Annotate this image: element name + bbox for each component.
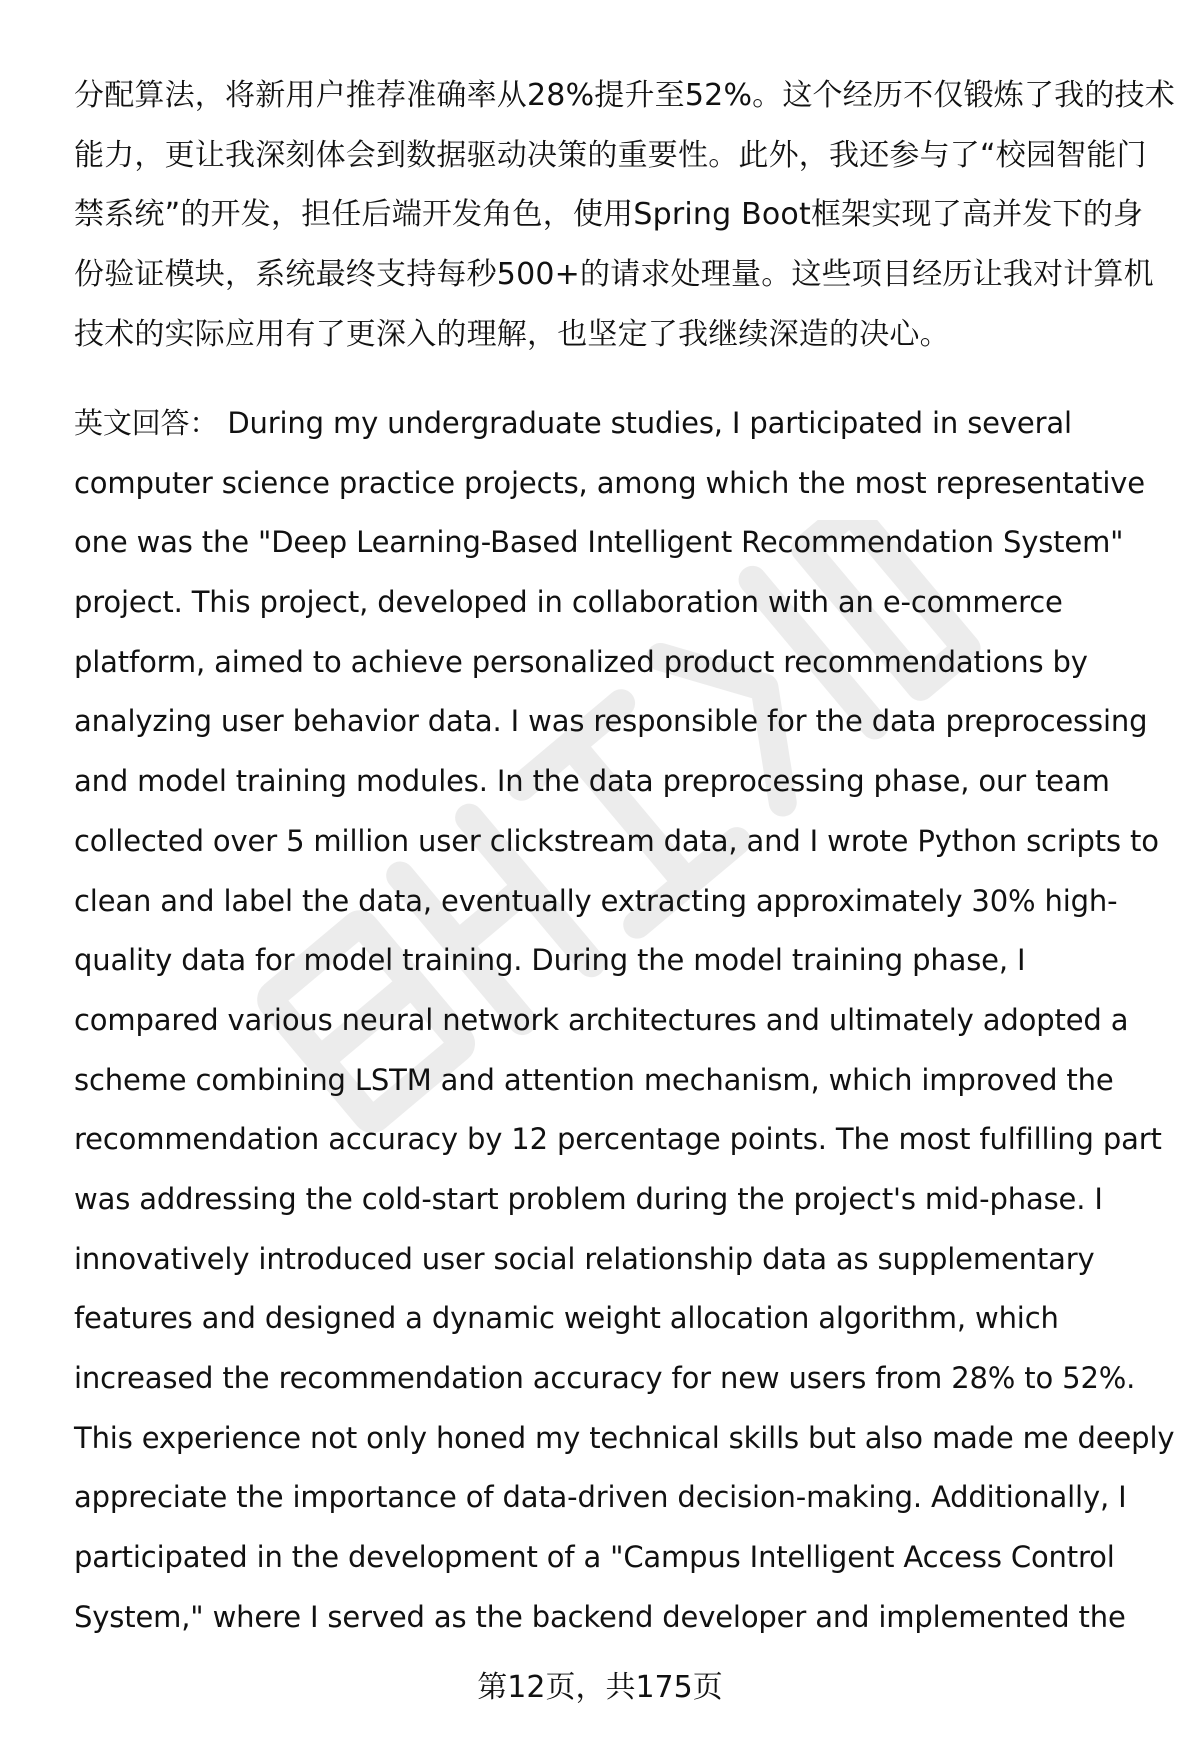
english-answer-label: 英文回答： [74, 406, 219, 440]
chinese-answer-paragraph [74, 66, 1175, 364]
en-text-line: participated in the development of a "Campus Intelligent Access Control [74, 1540, 1115, 1575]
en-text-line: innovatively introduced user social relationship data as supplementary [74, 1241, 1095, 1276]
en-text-line: features and designed a dynamic weight allocation algorithm, which [74, 1301, 1059, 1336]
en-text-line: and model training modules. In the data preprocessing phase, our team [74, 764, 1110, 799]
cn-text-line: 份验证模块，系统最终支持每秒500+的请求处理量。这些项目经历让我对计算机 [74, 257, 1154, 293]
en-text-line: recommendation accuracy by 12 percentage points. The most fulfilling part [74, 1122, 1162, 1157]
cn-text-line: 分配算法，将新用户推荐准确率从28%提升至52%。这个经历不仅锻炼了我的技术 [74, 78, 1175, 113]
en-text-line: clean and label the data, eventually extracting approximately 30% high- [74, 883, 1118, 918]
en-text-line: project. This project, developed in collaboration with an e-commerce [74, 585, 1063, 620]
en-text-line: During my undergraduate studies, I participated in several [218, 406, 1072, 440]
en-text-line: collected over 5 million user clickstream data, and I wrote Python scripts to [74, 823, 1159, 858]
en-text-line: appreciate the importance of data-driven decision-making. Additionally, I [74, 1480, 1127, 1515]
en-text-line: System," where I served as the backend developer and implemented the [74, 1599, 1126, 1634]
en-text-line: computer science practice projects, among which the most representative [74, 465, 1145, 500]
en-text-line: quality data for model training. During the model training phase, I [74, 943, 1026, 978]
en-text-line: compared various neural network architectures and ultimately adopted a [74, 1002, 1129, 1037]
cn-text-line: 能力，更让我深刻体会到数据驱动决策的重要性。此外，我还参与了“校园智能门 [74, 137, 1147, 173]
en-text-line: analyzing user behavior data. I was responsible for the data preprocessing [74, 704, 1148, 739]
english-answer-paragraph [74, 394, 1175, 1647]
en-text-line: one was the "Deep Learning-Based Intelligent Recommendation System" [74, 525, 1124, 560]
page-number-footer: 第12页，共175页 [477, 1670, 723, 1705]
en-first-line [74, 394, 1154, 454]
en-text-line: increased the recommendation accuracy for new users from 28% to 52%. [74, 1361, 1136, 1395]
en-text-line: was addressing the cold-start problem during the project's mid-phase. I [74, 1181, 1103, 1216]
cn-text-line: 禁系统”的开发，担任后端开发角色，使用Spring Boot框架实现了高并发下的身 [74, 197, 1144, 233]
en-text-line: This experience not only honed my technical skills but also made me deeply [74, 1420, 1175, 1455]
en-text-line: scheme combining LSTM and attention mechanism, which improved the [74, 1062, 1114, 1097]
en-text-line: platform, aimed to achieve personalized product recommendations by [74, 644, 1088, 679]
cn-text-line: 技术的实际应用有了更深入的理解，也坚定了我继续深造的决心。 [74, 316, 950, 352]
